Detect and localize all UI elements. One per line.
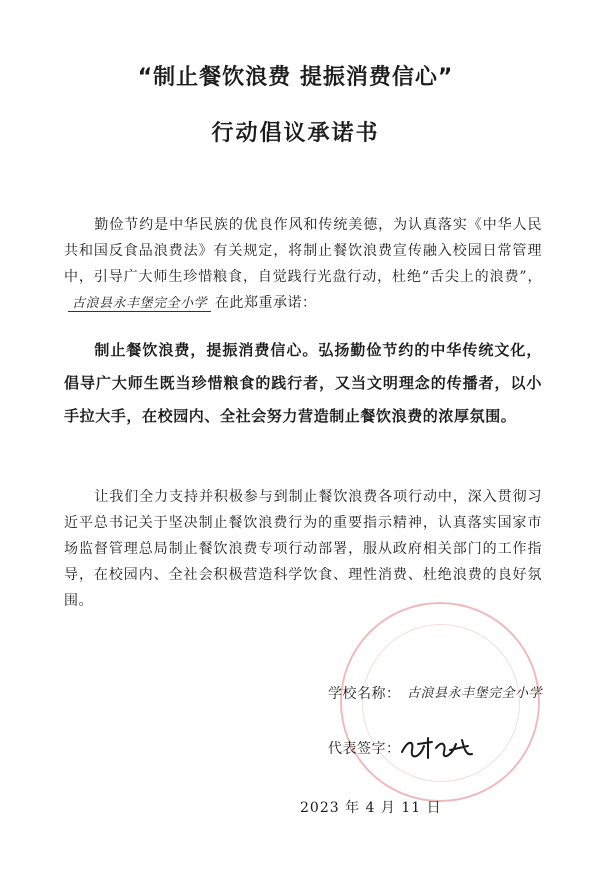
handwritten-school-name: 古浪县永丰堡完全小学 <box>68 296 211 312</box>
paragraph-1 <box>64 212 542 317</box>
paragraph-1-ending: 在此郑重承诺： <box>215 295 317 311</box>
title-line-2: 行动倡议承诺书 <box>211 121 380 146</box>
signing-date: 2023 年 4 月 11 日 <box>300 800 442 816</box>
paragraph-2-text: 制止餐饮浪费，提振消费信心。弘扬勤俭节约的中华传统文化，倡导广大师生既当珍惜粮食的践行者，又当文明理念的传播者，以小手拉大手，在校园内、全社会努力营造制止餐饮浪费的浓厚氛围。 <box>64 341 542 425</box>
signer-label: 代表签字： <box>328 741 401 757</box>
paragraph-1-text: 勤俭节约是中华民族的优良作风和传统美德，为认真落实《中华人民共和国反食品浪费法》有关规定，将制止餐饮浪费宣传融入校园日常管理中，引导广大师生珍惜粮食，自觉践行光盘行动，杜绝“舌尖上的浪费”， <box>64 217 542 285</box>
paragraph-2 <box>64 334 542 433</box>
title-line-1: “制止餐饮浪费 提振消费信心” <box>137 65 454 90</box>
paragraph-3 <box>64 484 542 614</box>
paragraph-3-text: 让我们全力支持并积极参与到制止餐饮浪费各项行动中，深入贯彻习近平总书记关于坚决制止餐饮浪费行为的重要指示精神，认真落实国家市场监督管理总局制止餐饮浪费专项行动部署，服从政府相关部门的工作指导，在校园内、全社会积极营造科学饮食、理性消费、杜绝浪费的良好氛围。 <box>64 489 542 609</box>
school-name-label: 学校名称： <box>328 686 401 702</box>
school-name-value: 古浪县永丰堡完全小学 <box>407 686 543 701</box>
handwritten-signature <box>398 734 480 762</box>
